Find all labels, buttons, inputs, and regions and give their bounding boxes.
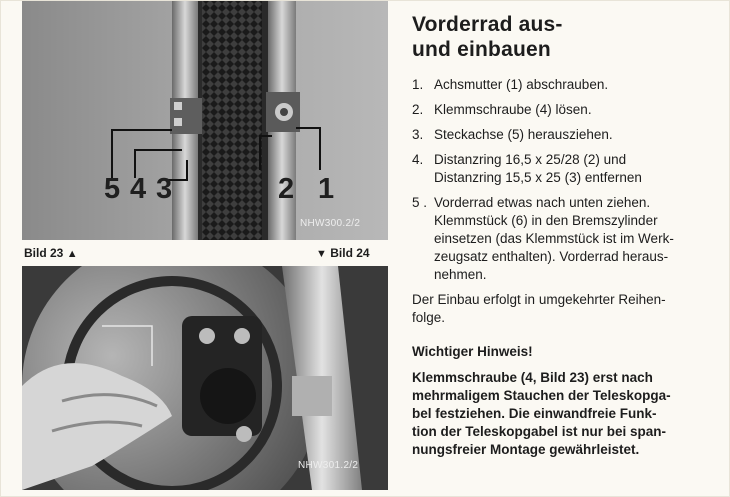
page-title [412, 12, 724, 62]
photo-code-top: NHW300.2/2 [300, 218, 361, 229]
step-number: 3. [412, 127, 424, 142]
step-text [434, 126, 724, 144]
callout-2: 2 [278, 173, 295, 205]
hint-line: mehrmaligem Stauchen der Teleskopga- [412, 388, 671, 403]
step-line: Vorderrad etwas nach unten ziehen. [434, 195, 651, 210]
caption-bild-23 [24, 246, 78, 261]
step-line: Steckachse (5) herausziehen. [434, 127, 613, 142]
hint-line: nungsfreier Montage gewährleistet. [412, 442, 640, 457]
brake-caliper-illustration [22, 266, 388, 490]
step-line: Distanzring 15,5 x 25 (3) entfernen [434, 170, 642, 185]
step-4 [412, 151, 724, 187]
caption-label-right: Bild 24 [330, 246, 370, 260]
callout-3: 3 [156, 173, 173, 205]
install-note [412, 291, 724, 327]
step-line: Distanzring 16,5 x 25/28 (2) und [434, 152, 627, 167]
step-text [434, 194, 724, 284]
arrow-down-icon: ▼ [316, 248, 327, 260]
instructions-column [412, 12, 724, 459]
step-2 [412, 101, 724, 119]
hint-line: tion der Teleskopgabel ist nur bei span- [412, 424, 667, 439]
caption-bild-24 [316, 246, 370, 261]
step-5 [412, 194, 724, 284]
step-line: Achsmutter (1) abschrauben. [434, 77, 609, 92]
step-line: nehmen. [434, 267, 487, 282]
hint-line: bel festziehen. Die einwandfreie Funk- [412, 406, 657, 421]
install-note-line: Der Einbau erfolgt in umgekehrter Reihen- [412, 292, 666, 307]
step-line: Klemmstück (6) in den Bremszylinder [434, 213, 658, 228]
step-number: 1. [412, 77, 424, 92]
hint-title: Wichtiger Hinweis! [412, 344, 533, 359]
callout-1: 1 [318, 173, 335, 205]
page-title-line-1: Vorderrad aus- [412, 13, 563, 36]
step-text [434, 151, 724, 187]
step-number: 4. [412, 152, 424, 167]
step-3 [412, 126, 724, 144]
step-number: 5 . [412, 195, 428, 210]
step-number: 2. [412, 102, 424, 117]
install-note-line: folge. [412, 310, 446, 325]
hint-line: Klemmschraube (4, Bild 23) erst nach [412, 370, 653, 385]
hint-body [412, 369, 724, 459]
step-line: Klemmschraube (4) lösen. [434, 102, 592, 117]
callout-4: 4 [130, 173, 147, 205]
arrow-up-icon: ▲ [66, 248, 78, 260]
photo-bild-24 [22, 266, 388, 490]
caption-label-left: Bild 23 [24, 246, 64, 260]
callout-5: 5 [104, 173, 121, 205]
step-line: zeugsatz enthalten). Vorderrad heraus- [434, 249, 669, 264]
photo-bild-23 [22, 0, 388, 240]
step-1 [412, 76, 724, 94]
photo-code-bottom: NHW301.2/2 [298, 460, 359, 471]
step-text [434, 76, 724, 94]
page-title-line-2: und einbauen [412, 38, 551, 61]
step-text [434, 101, 724, 119]
step-line: einsetzen (das Klemmstück ist im Werk- [434, 231, 674, 246]
